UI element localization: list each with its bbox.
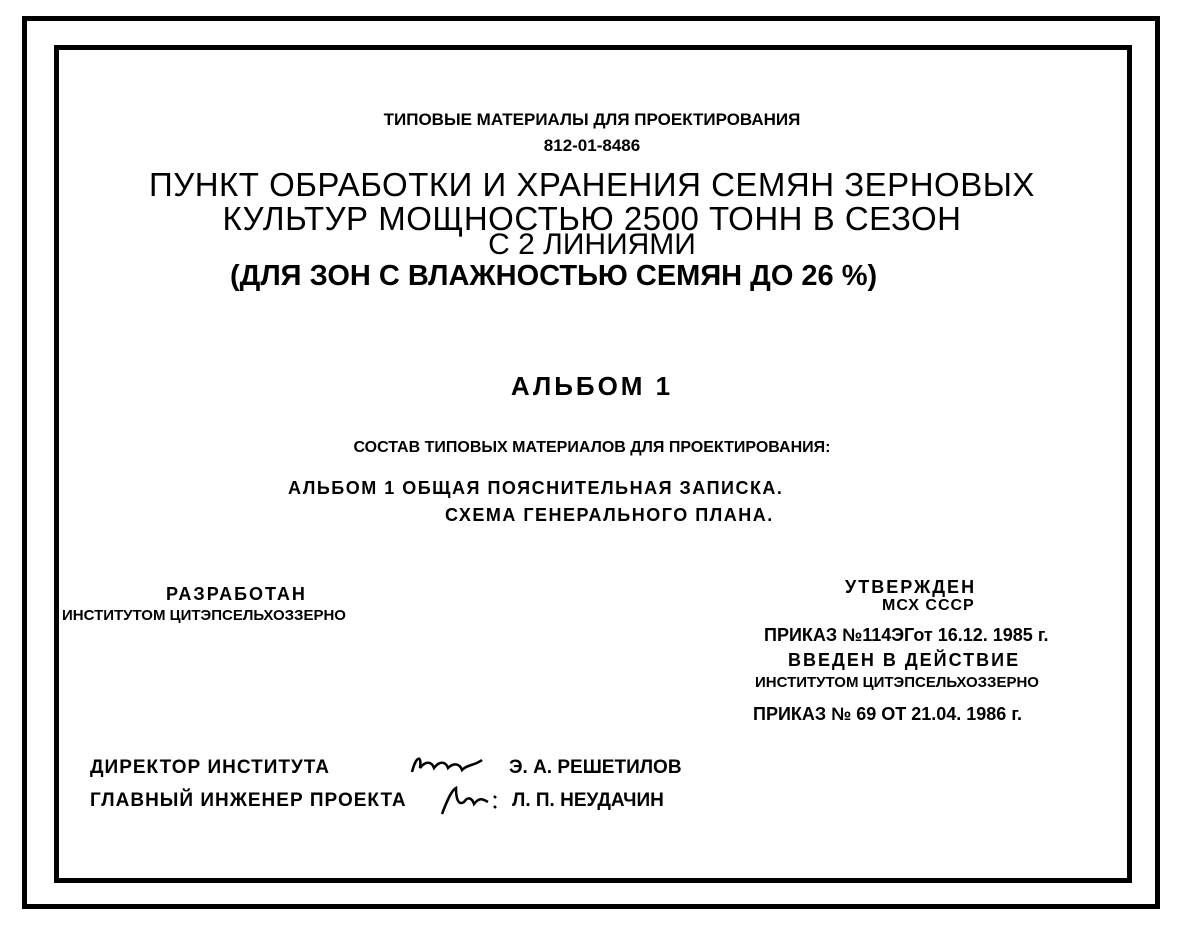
title-line-4: (ДЛЯ ЗОН С ВЛАЖНОСТЬЮ СЕМЯН ДО 26 %) <box>230 260 878 292</box>
album-item-1: АЛЬБОМ 1 ОБЩАЯ ПОЯСНИТЕЛЬНАЯ ЗАПИСКА. <box>288 478 784 498</box>
approved-label: УТВЕРЖДЕН <box>845 577 977 597</box>
developed-by: ИНСТИТУТОМ ЦИТЭПСЕЛЬХОЗЗЕРНО <box>62 607 346 624</box>
engineer-title: ГЛАВНЫЙ ИНЖЕНЕР ПРОЕКТА <box>90 790 407 811</box>
title-line-1: ПУНКТ ОБРАБОТКИ И ХРАНЕНИЯ СЕМЯН ЗЕРНОВЫХ <box>149 166 1035 203</box>
approved-by: МСХ СССР <box>882 597 975 614</box>
engineer-signature <box>438 784 508 818</box>
approval-order: ПРИКАЗ №114ЭГот 16.12. 1985 г. <box>764 625 1049 645</box>
engineer-name: Л. П. НЕУДАЧИН <box>512 790 664 811</box>
director-title: ДИРЕКТОР ИНСТИТУТА <box>90 757 330 778</box>
director-signature <box>408 750 486 780</box>
album-label: АЛЬБОМ 1 <box>510 371 674 401</box>
director-name: Э. А. РЕШЕТИЛОВ <box>509 757 682 778</box>
enacted-label: ВВЕДЕН В ДЕЙСТВИЕ <box>788 650 1021 670</box>
album-item-2: СХЕМА ГЕНЕРАЛЬНОГО ПЛАНА. <box>445 505 774 525</box>
title-line-3: С 2 ЛИНИЯМИ <box>488 228 696 261</box>
series-heading: ТИПОВЫЕ МАТЕРИАЛЫ ДЛЯ ПРОЕКТИРОВАНИЯ <box>383 110 801 129</box>
title-line-2: КУЛЬТУР МОЩНОСТЬЮ 2500 ТОНН В СЕЗОН <box>222 200 962 237</box>
composition-heading: СОСТАВ ТИПОВЫХ МАТЕРИАЛОВ ДЛЯ ПРОЕКТИРОВАНИЯ: <box>353 439 831 456</box>
enacted-order: ПРИКАЗ № 69 ОТ 21.04. 1986 г. <box>753 704 1023 724</box>
enacted-by: ИНСТИТУТОМ ЦИТЭПСЕЛЬХОЗЗЕРНО <box>755 674 1039 691</box>
document-code: 812-01-8486 <box>543 136 641 155</box>
developed-label: РАЗРАБОТАН <box>166 584 307 604</box>
